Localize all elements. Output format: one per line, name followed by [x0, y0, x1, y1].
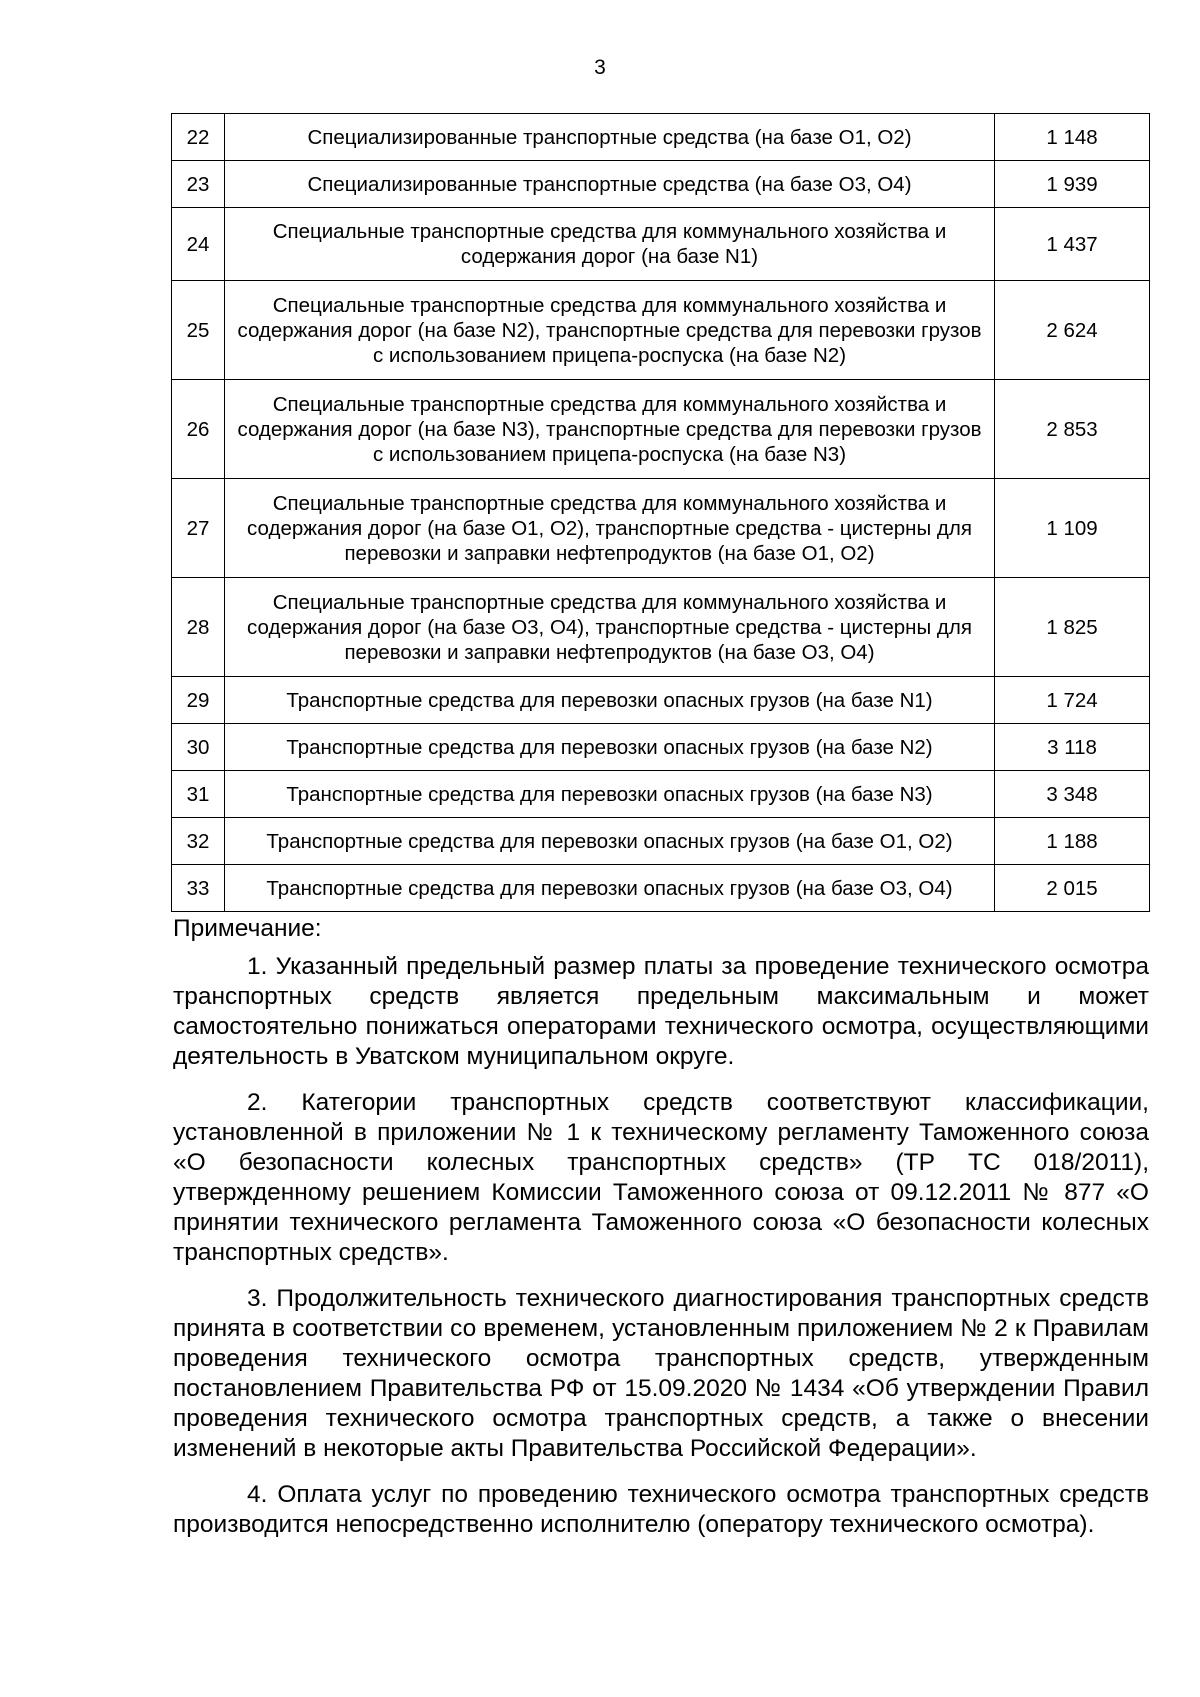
row-description: Транспортные средства для перевозки опасных грузов (на базе O3, O4) — [225, 865, 995, 912]
note-paragraph: 2. Категории транспортных средств соответствуют классификации, установленной в приложении № 1 к техническому регламенту Таможенного союза «О безопасности колесных транспортных средств» (ТР ТС 018/2011), утвержденному решением Комиссии Таможенного союза от 09.12.2011 № 877 «О принятии технического регламента Таможенного союза «О безопасности колесных транспортных средств». — [173, 1089, 1149, 1266]
table-row — [172, 771, 1150, 818]
table-row — [172, 380, 1150, 479]
table-row — [172, 281, 1150, 380]
row-description: Специальные транспортные средства для коммунального хозяйства и содержания дорог (на базе N2), транспортные средства для перевозки грузов с использованием прицепа-роспуска (на базе N2) — [225, 281, 995, 380]
row-description: Специальные транспортные средства для коммунального хозяйства и содержания дорог (на базе O1, O2), транспортные средства - цистерны для перевозки и заправки нефтепродуктов (на базе O1, O2) — [225, 479, 995, 578]
row-price: 1 825 — [995, 578, 1150, 677]
row-number: 26 — [172, 380, 225, 479]
row-price: 1 437 — [995, 208, 1150, 281]
row-description: Транспортные средства для перевозки опасных грузов (на базе N2) — [225, 724, 995, 771]
row-price: 1 148 — [995, 114, 1150, 161]
fee-table — [171, 113, 1150, 912]
row-price: 3 118 — [995, 724, 1150, 771]
note-paragraph: 3. Продолжительность технического диагностирования транспортных средств принята в соответствии со временем, установленным приложением № 2 к Правилам проведения технического осмотра транспортных средств, утвержденным постановлением Правительства РФ от 15.09.2020 № 1434 «Об утверждении Правил проведения технического осмотра транспортных средств, а также о внесении изменений в некоторые акты Правительства Российской Федерации». — [173, 1285, 1149, 1462]
note-paragraph: 1. Указанный предельный размер платы за проведение технического осмотра транспортных средств является предельным максимальным и может самостоятельно понижаться операторами технического осмотра, осуществляющими деятельность в Уватском муниципальном округе. — [173, 953, 1149, 1070]
table-row — [172, 677, 1150, 724]
row-description: Специализированные транспортные средства (на базе O1, O2) — [225, 114, 995, 161]
row-number: 28 — [172, 578, 225, 677]
row-price: 2 624 — [995, 281, 1150, 380]
table-row — [172, 818, 1150, 865]
row-number: 30 — [172, 724, 225, 771]
row-description: Специальные транспортные средства для коммунального хозяйства и содержания дорог (на базе O3, O4), транспортные средства - цистерны для перевозки и заправки нефтепродуктов (на базе O3, O4) — [225, 578, 995, 677]
row-number: 29 — [172, 677, 225, 724]
row-description: Специальные транспортные средства для коммунального хозяйства и содержания дорог (на базе N1) — [225, 208, 995, 281]
row-number: 32 — [172, 818, 225, 865]
row-price: 1 188 — [995, 818, 1150, 865]
table-row — [172, 479, 1150, 578]
row-price: 2 015 — [995, 865, 1150, 912]
table-row — [172, 578, 1150, 677]
row-description: Транспортные средства для перевозки опасных грузов (на базе O1, O2) — [225, 818, 995, 865]
notes-section — [173, 914, 1149, 1556]
row-number: 25 — [172, 281, 225, 380]
row-price: 1 939 — [995, 161, 1150, 208]
row-number: 33 — [172, 865, 225, 912]
row-number: 24 — [172, 208, 225, 281]
row-number: 22 — [172, 114, 225, 161]
row-number: 27 — [172, 479, 225, 578]
row-description: Специальные транспортные средства для коммунального хозяйства и содержания дорог (на базе N3), транспортные средства для перевозки грузов с использованием прицепа-роспуска (на базе N3) — [225, 380, 995, 479]
row-description: Транспортные средства для перевозки опасных грузов (на базе N1) — [225, 677, 995, 724]
row-price: 1 109 — [995, 479, 1150, 578]
row-price: 3 348 — [995, 771, 1150, 818]
row-number: 31 — [172, 771, 225, 818]
page-number: 3 — [594, 56, 606, 79]
note-paragraph: 4. Оплата услуг по проведению технического осмотра транспортных средств производится непосредственно исполнителю (оператору технического осмотра). — [173, 1481, 1149, 1538]
row-price: 2 853 — [995, 380, 1150, 479]
row-number: 23 — [172, 161, 225, 208]
table-row — [172, 865, 1150, 912]
table-row — [172, 208, 1150, 281]
row-price: 1 724 — [995, 677, 1150, 724]
table-row — [172, 114, 1150, 161]
notes-title: Примечание: — [173, 915, 322, 942]
row-description: Транспортные средства для перевозки опасных грузов (на базе N3) — [225, 771, 995, 818]
row-description: Специализированные транспортные средства (на базе O3, O4) — [225, 161, 995, 208]
table-row — [172, 724, 1150, 771]
table-row — [172, 161, 1150, 208]
